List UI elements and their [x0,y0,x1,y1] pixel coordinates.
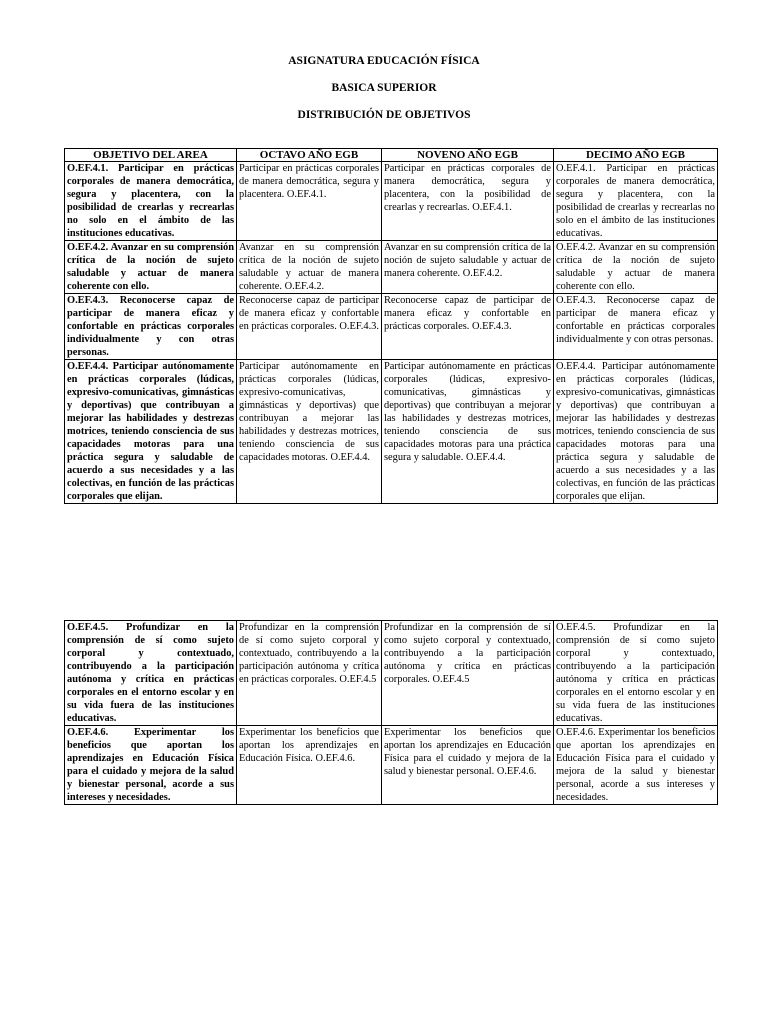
cell-octavo: Avanzar en su comprensión crítica de la noción de sujeto saludable y actuar de manera coherente. O.EF.4.2. [237,241,382,294]
cell-noveno: Participar en prácticas corporales de manera democrática, segura y placentera, con la posibilidad de crearlas y recrearlas. O.EF.4.1. [382,162,554,241]
objectives-table-part-2 [64,620,718,805]
cell-noveno: Avanzar en su comprensión crítica de la noción de sujeto saludable y actuar de manera coherente. O.EF.4.2. [382,241,554,294]
document-subtitle: BASICA SUPERIOR [331,82,437,94]
section-title: DISTRIBUCIÓN DE OBJETIVOS [297,109,471,121]
table-row [65,294,718,360]
cell-noveno: Experimentar los beneficios que aportan los aprendizajes en Educación Física para el cuidado y mejora de la salud y bienestar personal. O.EF.4.6. [382,726,554,805]
table-row [65,241,718,294]
cell-noveno: Profundizar en la comprensión de sí como sujeto corporal y contextuado, contribuyendo a la participación autónoma y crítica en prácticas corporales. O.EF.4.5 [382,621,554,726]
cell-objetivo-area: O.EF.4.4. Participar autónomamente en prácticas corporales (lúdicas, expresivo-comunicativas, gimnásticas y deportivas) que contribuyan a mejorar las habilidades y destrezas motrices, teniendo consciencia de sus capacidades motoras para una práctica segura y saludable de acuerdo a sus necesidades y a las colectivas, en función de las prácticas corporales que elijan. [65,360,237,504]
header-objetivo-area: OBJETIVO DEL AREA [65,149,237,162]
cell-noveno: Participar autónomamente en prácticas corporales (lúdicas, expresivo-comunicativas, gimnásticas y deportivas) que contribuyan a mejorar las habilidades y destrezas motrices, teniendo consciencia de sus capacidades motoras para una práctica segura y saludable. O.EF.4.4. [382,360,554,504]
table-row [65,360,718,504]
table-header-row [65,149,718,162]
cell-octavo: Participar autónomamente en prácticas corporales (lúdicas, expresivo-comunicativas, gimnásticas y deportivas) que contribuyan a mejorar las habilidades y destrezas motrices, teniendo consciencia de sus capacidades motoras. O.EF.4.4. [237,360,382,504]
cell-octavo: Participar en prácticas corporales de manera democrática, segura y placentera. O.EF.4.1. [237,162,382,241]
cell-noveno: Reconocerse capaz de participar de manera eficaz y confortable en prácticas corporales. O.EF.4.3. [382,294,554,360]
cell-objetivo-area: O.EF.4.1. Participar en prácticas corporales de manera democrática, segura y placentera, con la posibilidad de crearlas y recrearlas no solo en el ámbito de las instituciones educativas. [65,162,237,241]
table-row [65,162,718,241]
header-noveno: NOVENO AÑO EGB [382,149,554,162]
cell-octavo: Profundizar en la comprensión de sí como sujeto corporal y contextuado, contribuyendo a la participación autónoma y crítica en prácticas corporales. O.EF.4.5 [237,621,382,726]
cell-decimo: O.EF.4.2. Avanzar en su comprensión crítica de la noción de sujeto saludable y actuar de manera coherente con ello. [554,241,718,294]
cell-decimo: O.EF.4.1. Participar en prácticas corporales de manera democrática, segura y placentera, con la posibilidad de crearlas y recrearlas no solo en el ámbito de las instituciones educativas. [554,162,718,241]
cell-octavo: Experimentar los beneficios que aportan los aprendizajes en Educación Física. O.EF.4.6. [237,726,382,805]
cell-decimo: O.EF.4.6. Experimentar los beneficios que aportan los aprendizajes en Educación Física para el cuidado y mejora de la salud y bienestar personal, acorde a sus intereses y necesidades. [554,726,718,805]
table-row [65,621,718,726]
cell-decimo: O.EF.4.4. Participar autónomamente en prácticas corporales (lúdicas, expresivo-comunicativas, gimnásticas y deportivas) que contribuyan a mejorar las habilidades y destrezas motrices, teniendo consciencia de sus capacidades motoras para una práctica segura y saludable de acuerdo a sus necesidades y a las colectivas, en función de las prácticas corporales que elijan. [554,360,718,504]
table-row [65,726,718,805]
document-title: ASIGNATURA EDUCACIÓN FÍSICA [288,55,480,67]
objectives-table-part-1 [64,148,718,504]
cell-objetivo-area: O.EF.4.3. Reconocerse capaz de participar de manera eficaz y confortable en prácticas corporales individualmente y con otras personas. [65,294,237,360]
cell-objetivo-area: O.EF.4.6. Experimentar los beneficios que aportan los aprendizajes en Educación Física para el cuidado y mejora de la salud y bienestar personal, acorde a sus intereses y necesidades. [65,726,237,805]
header-octavo: OCTAVO AÑO EGB [237,149,382,162]
header-decimo: DECIMO AÑO EGB [554,149,718,162]
cell-octavo: Reconocerse capaz de participar de manera eficaz y confortable en prácticas corporales. O.EF.4.3. [237,294,382,360]
cell-decimo: O.EF.4.5. Profundizar en la comprensión de sí como sujeto corporal y contextuado, contribuyendo a la participación autónoma y crítica en prácticas corporales en el entorno escolar y en su vida fuera de las instituciones educativas. [554,621,718,726]
cell-objetivo-area: O.EF.4.2. Avanzar en su comprensión crítica de la noción de sujeto saludable y actuar de manera coherente con ello. [65,241,237,294]
cell-decimo: O.EF.4.3. Reconocerse capaz de participar de manera eficaz y confortable en prácticas corporales individualmente y con otras personas. [554,294,718,360]
cell-objetivo-area: O.EF.4.5. Profundizar en la comprensión de sí como sujeto corporal y contextuado, contribuyendo a la participación autónoma y crítica en prácticas corporales en el entorno escolar y en su vida fuera de las instituciones educativas. [65,621,237,726]
